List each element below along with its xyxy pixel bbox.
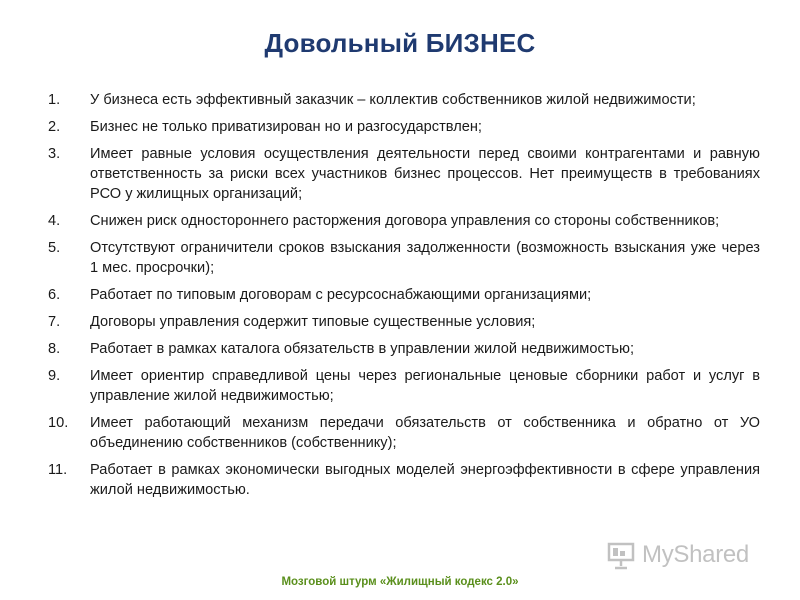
list-item-text: Договоры управления содержит типовые существенные условия; [90,314,536,330]
watermark-text: MyShared [642,541,749,568]
list-item-text: Отсутствуют ограничители сроков взыскания задолженности (возможность взыскания уже через 1 мес. просрочки); [90,240,760,276]
list-item-text: Имеет равные условия осуществления деятельности перед своими контрагентами и равную ответственность за риски всех участников бизнес процессов. Нет преимуществ в требованиях РСО у жилищных организаций; [90,146,760,202]
list-item [40,312,760,332]
list-item [40,413,760,453]
list-item [40,117,760,137]
list-item-number: 6. [48,287,61,303]
list-item [40,144,760,204]
list-item [40,460,760,500]
numbered-list [40,90,760,507]
slide-title: Довольный БИЗНЕС [264,28,536,58]
list-item [40,211,760,231]
list-item-text: Имеет работающий механизм передачи обязательств от собственника и обратно от УО объединению собственников (собственнику); [90,415,760,451]
list-item [40,285,760,305]
list-item-text: Работает в рамках экономически выгодных моделей энергоэффективности в сфере управления жилой недвижимостью. [90,462,760,498]
presentation-board-icon [606,540,636,570]
list-item-number: 3. [48,146,61,162]
list-item-number: 1. [48,92,61,108]
list-item-text: Бизнес не только приватизирован но и разгосударствлен; [90,119,482,135]
list-item-number: 7. [48,314,61,330]
footer-caption: Мозговой штурм «Жилищный кодекс 2.0» [281,576,519,588]
list-item-number: 11. [48,462,68,478]
list-item-number: 5. [48,240,61,256]
list-item [40,238,760,278]
list-item-text: Снижен риск одностороннего расторжения договора управления со стороны собственников; [90,213,720,229]
list-item [40,90,760,110]
list-item-text: У бизнеса есть эффективный заказчик – коллектив собственников жилой недвижимости; [90,92,696,108]
list-item-text: Работает в рамках каталога обязательств в управлении жилой недвижимостью; [90,341,635,357]
list-item-number: 2. [48,119,61,135]
list-item-number: 9. [48,368,61,384]
list-item-number: 10. [48,415,69,431]
myshared-watermark [606,538,766,572]
list-item [40,366,760,406]
list-item [40,339,760,359]
list-item-number: 4. [48,213,61,229]
list-item-text: Работает по типовым договорам с ресурсоснабжающими организациями; [90,287,592,303]
list-item-number: 8. [48,341,61,357]
list-item-text: Имеет ориентир справедливой цены через региональные ценовые сборники работ и услуг в управление жилой недвижимостью; [90,368,760,404]
